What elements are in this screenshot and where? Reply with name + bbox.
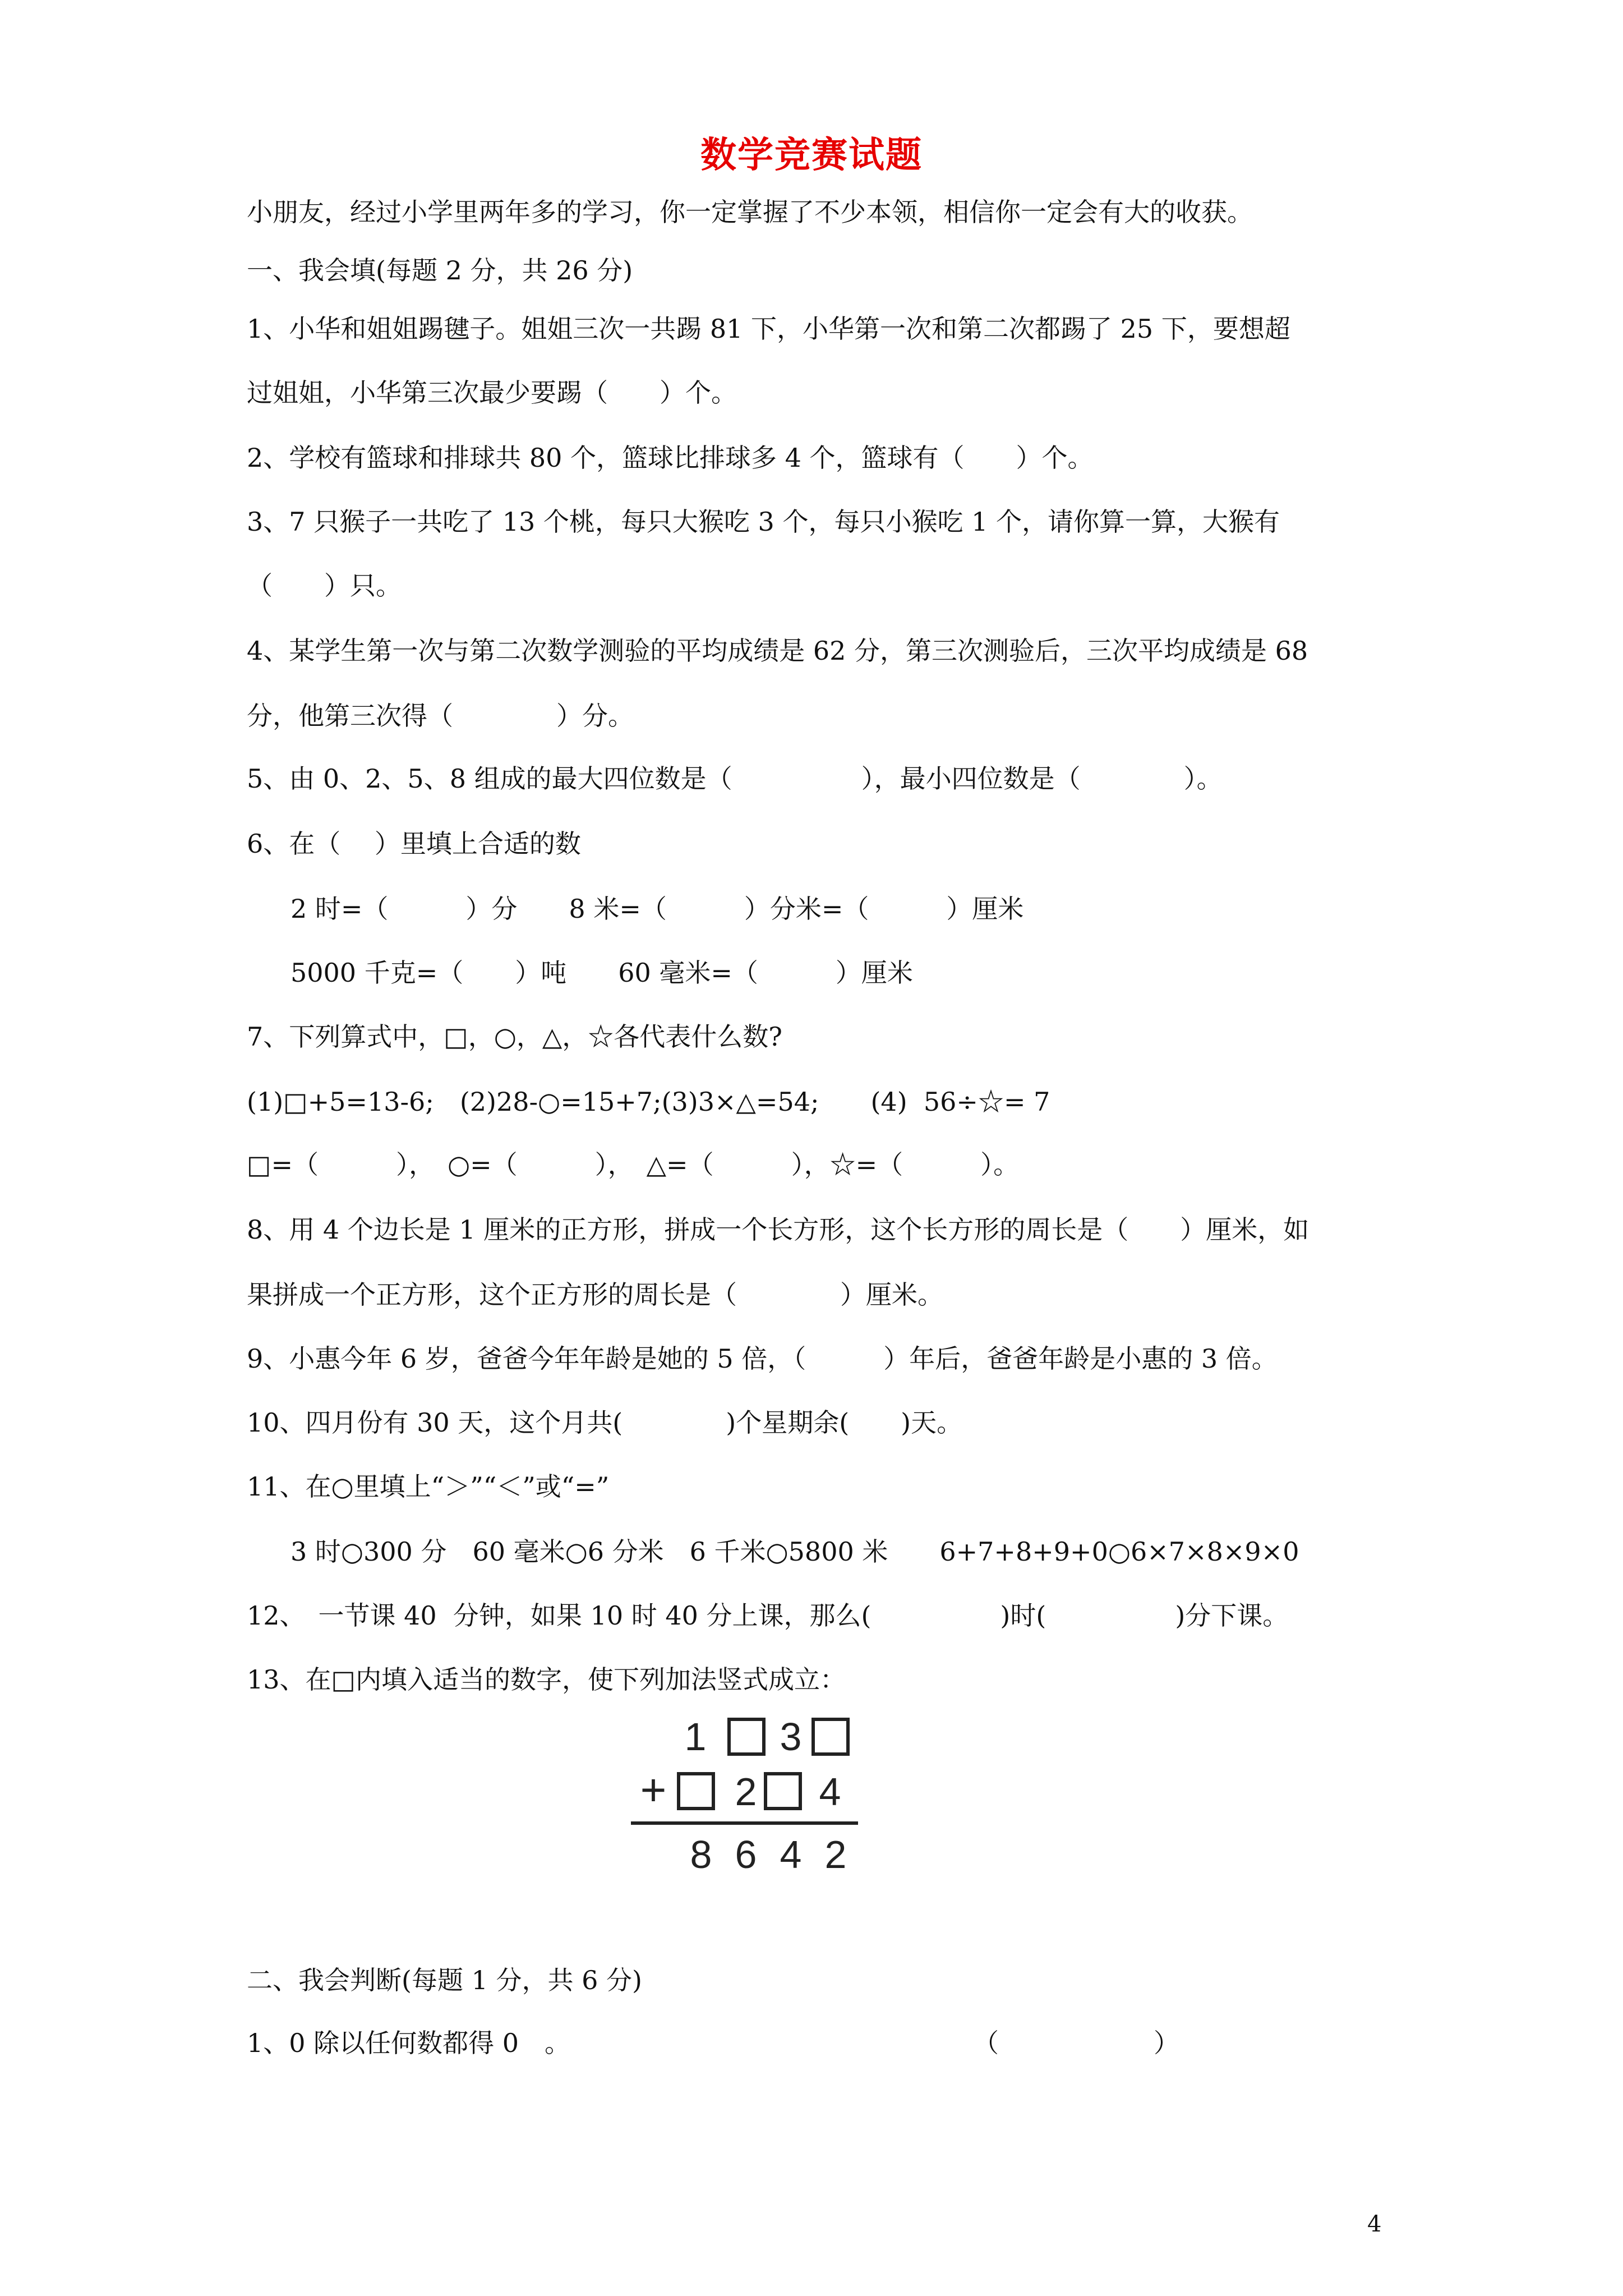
question-8-line-2: 果拼成一个正方形，这个正方形的周长是（ ）厘米。	[247, 1280, 943, 1310]
addend2-digit-4: 4	[819, 1770, 841, 1814]
question-4-line-1: 4、某学生第一次与第二次数学测验的平均成绩是 62 分，第三次测验后，三次平均成绩是 68	[247, 636, 1308, 666]
question-6: 6、在（ ）里填上合适的数	[247, 829, 581, 859]
addend2-blank-box-1	[679, 1774, 713, 1809]
question-12: 12、 一节课 40 分钟，如果 10 时 40 分上课，那么( )时( )分下课。	[247, 1600, 1289, 1631]
question-13: 13、在□内填入适当的数字，使下列加法竖式成立：	[247, 1664, 846, 1695]
addend1-blank-box-2	[729, 1719, 764, 1754]
judgement-question-1: 1、0 除以任何数都得 0 。	[247, 2028, 571, 2058]
addend1-digit-3: 3	[780, 1715, 802, 1759]
addend2-blank-box-3	[766, 1774, 800, 1809]
question-3-line-1: 3、7 只猴子一共吃了 13 个桃，每只大猴吃 3 个，每只小猴吃 1 个，请你算一算，大猴有	[247, 507, 1280, 537]
question-1-line-1: 1、小华和姐姐踢毽子。姐姐三次一共踢 81 下，小华第一次和第二次都踢了 25 下，要想超	[247, 314, 1290, 344]
question-9: 9、小惠今年 6 岁，爸爸今年年龄是她的 5 倍，（ ）年后，爸爸年龄是小惠的 3 倍。	[247, 1343, 1278, 1374]
question-1-line-2: 过姐姐，小华第三次最少要踢（ ）个。	[247, 378, 737, 408]
question-4-line-2: 分，他第三次得（ ）分。	[247, 701, 634, 731]
sum-digit-2: 6	[735, 1833, 757, 1876]
sum-digit-1: 8	[690, 1833, 712, 1876]
question-7: 7、下列算式中，□，○，△，☆各代表什么数?	[247, 1022, 782, 1052]
question-3-line-2: （ ）只。	[247, 570, 402, 601]
judgement-answer-parentheses: （ ）	[973, 2028, 1179, 2058]
section2-header: 二、我会判断(每题 1 分，共 6 分)	[247, 1965, 642, 1995]
plus-sign: +	[640, 1765, 667, 1815]
page-number: 4	[1367, 2211, 1382, 2237]
question-6-row-2: 5000 千克=（ ）吨 60 毫米=（ ）厘米	[291, 958, 913, 988]
sum-digit-3: 4	[780, 1833, 802, 1876]
addend1-blank-box-4	[813, 1719, 848, 1754]
question-7-row-2: □=（ ）， ○=（ ）， △=（ ），☆=（ ）。	[247, 1149, 1020, 1180]
question-2: 2、学校有篮球和排球共 80 个，篮球比排球多 4 个，篮球有（ ）个。	[247, 443, 1094, 473]
question-5: 5、由 0、2、5、8 组成的最大四位数是（ ），最小四位数是（ ）。	[247, 763, 1223, 794]
addend1-digit-1: 1	[684, 1715, 707, 1759]
question-11: 11、在○里填上“＞”“＜”或“=”	[247, 1471, 610, 1502]
question-8-line-1: 8、用 4 个边长是 1 厘米的正方形，拼成一个长方形，这个长方形的周长是（ ）厘米，如	[247, 1214, 1310, 1245]
question-10: 10、四月份有 30 天，这个月共( )个星期余( )天。	[247, 1407, 963, 1438]
section1-header: 一、我会填(每题 2 分，共 26 分)	[247, 255, 633, 286]
question-11-row: 3 时○300 分 60 毫米○6 分米 6 千米○5800 米 6+7+8+9+0○6×7×8×9×0	[291, 1536, 1299, 1567]
question-6-row-1: 2 时=（ ）分 8 米=（ ）分米=（ ）厘米	[291, 894, 1024, 924]
intro-text: 小朋友，经过小学里两年多的学习，你一定掌握了不少本领，相信你一定会有大的收获。	[247, 197, 1253, 227]
addend2-digit-2: 2	[735, 1770, 757, 1814]
page-title: 数学竞赛试题	[700, 134, 923, 176]
question-7-row-1: (1)□+5=13-6; (2)28-○=15+7;(3)3×△=54; (4) 56÷☆= 7	[247, 1087, 1050, 1117]
vertical-addition-figure	[628, 1705, 864, 1890]
sum-digit-4: 2	[824, 1833, 847, 1876]
